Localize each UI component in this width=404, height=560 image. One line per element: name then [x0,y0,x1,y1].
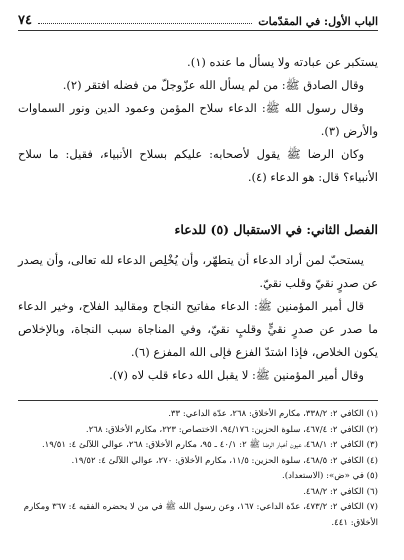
main-text [18,51,378,387]
paragraph-1: يستكبر عن عبادته ولا يسأل ما عنده (١). [187,55,378,69]
paragraph-3: وقال رسول الله ﷺ: الدعاء سلاح المؤمن وعمود الدين ونور السماوات والأرض (٣). [18,101,378,138]
footnote-2: (٢) الكافي ٢: ٤٦٧/٤، سلوة الحزين: ٩٤/١٧٦، الاختصاص: ٢٢٣، مكارم الأخلاق: ٢٦٨. [85,424,378,435]
paragraph-4: وكان الرضا ﷺ يقول لأصحابه: عليكم بسلاح الأنبياء، فقيل: ما سلاح الأنبياء؟ قال: هو الدعاء (٤). [18,147,378,184]
footnote-4: (٤) الكافي ٢: ٤٦٨/٥، سلوة الحزين: ١١/٥، مكارم الأخلاق: ٢٧٠، عوالي اللآلئ ٤: ١٩/٥٢. [71,455,378,466]
footnote-7: (٧) الكافي ٢: ٤٧٣/٢، عدّة الداعي: ١٦٧، وعن رسول الله ﷺ في من لا يحضره الفقيه ٤: ٣٦٧ ومكارم الأخلاق: ٤٤١. [23,502,378,528]
footnote-rule [18,400,378,401]
paragraph-5: يستحبّ لمن أراد الدعاء أن يتطهّر، وأن يُخْلِص الدعاء لله تعالى، وأن يصدر عن صدرٍ نقيّ وقلب نقيّ. [18,253,378,290]
footnote-3: (٣) الكافي ٢: ٤٦٨/١، عيون أخبار الرضا ﷺ ٢: ٤٠/١ ـ ٩٥، مكارم الأخلاق: ٢٦٨، عوالي اللآلئ ٤: ١٩/٥١. [41,440,378,450]
header-dots [38,23,252,24]
footnotes [18,407,378,531]
page-number: ٧٤ [18,13,32,28]
paragraph-2: وقال الصادق ﷺ: من لم يسأل الله عزّوجلّ من فضله افتقر (٢). [62,78,364,92]
chapter-title: الباب الأول: في المقدّمات [258,15,378,28]
header-rule [18,30,378,31]
paragraph-7: وقال أمير المؤمنين ﷺ: لا يقبل الله دعاء قلب لاه (٧). [109,368,364,382]
footnote-1: (١) الكافي ٢: ٣٣٨/٢، مكارم الأخلاق: ٢٦٨، عدّة الداعي: ٣٣. [168,409,378,419]
footnote-6: (٦) الكافي ٢: ٤٦٨/٢. [303,486,378,497]
paragraph-6: قال أمير المؤمنين ﷺ: الدعاء مفاتيح النجاح ومقاليد الفلاح، وخير الدعاء ما صدر عن صدرٍ نقيٍّ وقلبٍ نقيّ، وفي المناجاة سبب النجاة، وبالإخلاص يكون الخلاص، فإذا اشتدّ الفزع فإلى الله المفزع (٦). [18,299,378,359]
footnote-5: (٥) في «ض»: (الاستعداد). [282,471,378,481]
running-header [18,10,378,28]
section-title: الفصل الثاني: في الاستقبال (٥) للدعاء [174,222,378,237]
